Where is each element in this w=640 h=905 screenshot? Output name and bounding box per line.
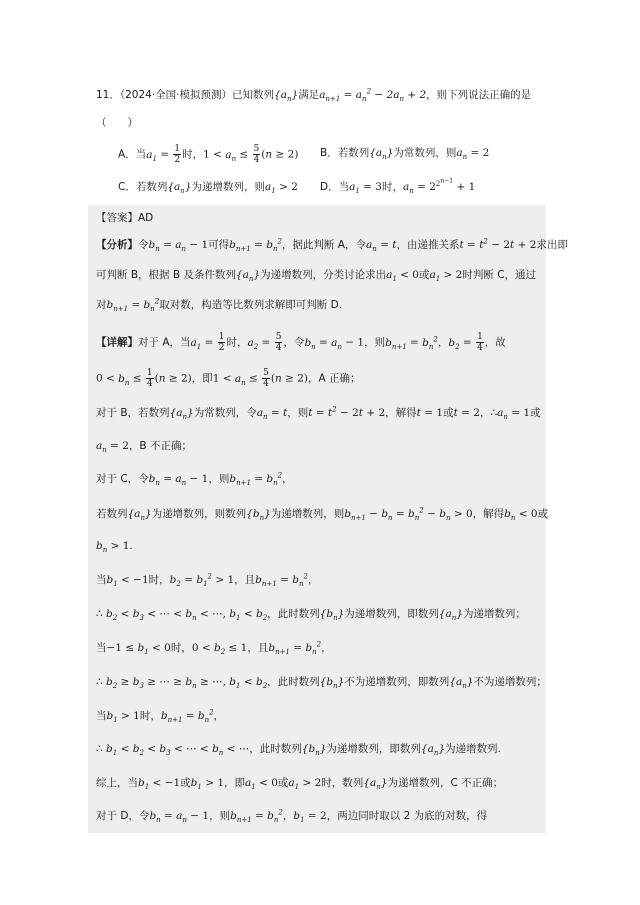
detail-line-4: $a_n = 2$，B 不正确； — [96, 440, 192, 455]
answer-value: AD — [138, 212, 154, 224]
analysis-line-2: 可判断 B，根据 B 及条件数列$\{a_n\}$为递增数列，分类讨论求出$a_1 < 0$或$a_1 > 2$时判断 C，通过 — [96, 269, 537, 284]
detail-line-8: 当$b_1 < -1$时，$b_2 = b_1^2 > 1$，且$b_{n+1} = b_n^2$， — [96, 572, 319, 589]
detail-line-12: 当$b_1 > 1$时，$b_{n+1} = b_n^2$， — [96, 708, 225, 725]
detail-line-6: 若数列$\{a_n\}$为递增数列，则数列$\{b_n\}$为递增数列，则$b_{n+1} - b_n = b_n^2 - b_n > 0$，解得$b_n < 0$或 — [96, 506, 549, 523]
detail-line-10: 当$-1 \le b_1 < 0$时，$0 < b_2 \le 1$，且$b_{n+1} = b_n^2$， — [96, 640, 332, 657]
option-c[interactable]: C．若数列$\{a_n\}$为递增数列，则$a_1 > 2$ — [118, 181, 298, 196]
answer-line — [96, 211, 153, 225]
detail-line-13: ∴ $b_1 < b_2 < b_3$ < ⋯ < $b_n$ < ⋯，此时数列$\{b_n\}$为递增数列，即数列$\{a_n\}$为递增数列. — [96, 743, 501, 758]
question-paren: （ ） — [96, 117, 138, 129]
detail-line-15: 对于 D，令$b_n = a_n - 1$，则$b_{n+1} = b_n^2$，$b_1 = 2$，两边同时取以 2 为底的对数，得 — [96, 808, 488, 825]
detail-line-5: 对于 C，令$b_n = a_n - 1$，则$b_{n+1} = b_n^2$， — [96, 471, 293, 488]
analysis-line-3: 对$b_{n+1} = b_n^2$取对数，构造等比数列求解即可判断 D. — [96, 297, 343, 314]
detail-line-2: $0 < b_n$ ≤ $\frac{1}{4}$ (n ≥ 2)，即$1 < a_n$ ≤ $\frac{5}{4}$ (n ≥ 2)，A 正确； — [96, 368, 361, 389]
detail-line-3: 对于 B，若数列$\{a_n\}$为常数列，令$a_n = t$，则$t = t^2 - 2t + 2$，解得t = 1或t = 2，$\therefore a_n = 1$或 — [96, 405, 541, 422]
question-source: （2024·全国·模拟预测） — [119, 89, 233, 101]
detail-line-7: $b_n > 1$. — [96, 540, 133, 555]
option-b[interactable]: B．若数列$\{a_n\}$为常数列，则$a_n = 2$ — [320, 147, 490, 162]
option-a[interactable]: A．当$a_1$ = $\frac{1}{2}$ 时，$1 < a_n$ ≤ $\frac{5}{4}$ (n ≥ 2) — [118, 144, 299, 165]
question-stem: 11．（2024·全国·模拟预测）已知数列$\{a_n\}$满足$a_{n+1} = a_n^2 - 2a_n + 2$，则下列说法正确的是 — [96, 87, 532, 104]
analysis-line-1: 【分析】令$b_n = a_n - 1$可得$b_{n+1} = b_n^2$，据此判断 A，令$a_n = t$，由递推关系$t = t^2 - 2t + 2$求出即 — [96, 237, 568, 254]
question-number: 11． — [96, 89, 120, 101]
answer-tag: 【答案】 — [96, 212, 138, 224]
detail-line-1: 【详解】对于 A，当$a_1$ = $\frac{1}{2}$ 时，$a_2$ = $\frac{5}{4}$ ，令$b_n = a_n - 1$，则$b_{n+1} = b_n^2$，$b_2$ = $\frac{1}{4}$ ，故 — [96, 332, 506, 353]
option-d[interactable]: D．当$a_1 = 3$时，$a_n = 2^{2^{n-1}} + 1$ — [320, 177, 476, 196]
detail-line-9: ∴ $b_2 < b_3$ < ⋯ < $b_n$ < ⋯, $b_1 < b_2$，此时数列$\{b_n\}$为递增数列，即数列$\{a_n\}$为递增数列； — [96, 608, 526, 623]
detail-line-14: 综上，当$b_1 < -1$或$b_1 > 1$，即$a_1 < 0$或$a_1 > 2$时，数列$\{a_n\}$为递增数列，C 不正确； — [96, 777, 504, 792]
detail-line-11: ∴ $b_2 \ge b_3$ ≥ ⋯ ≥ $b_n$ ≥ ⋯, $b_1 < b_2$，此时数列$\{b_n\}$不为递增数列，即数列$\{a_n\}$不为递增数列； — [96, 676, 547, 691]
